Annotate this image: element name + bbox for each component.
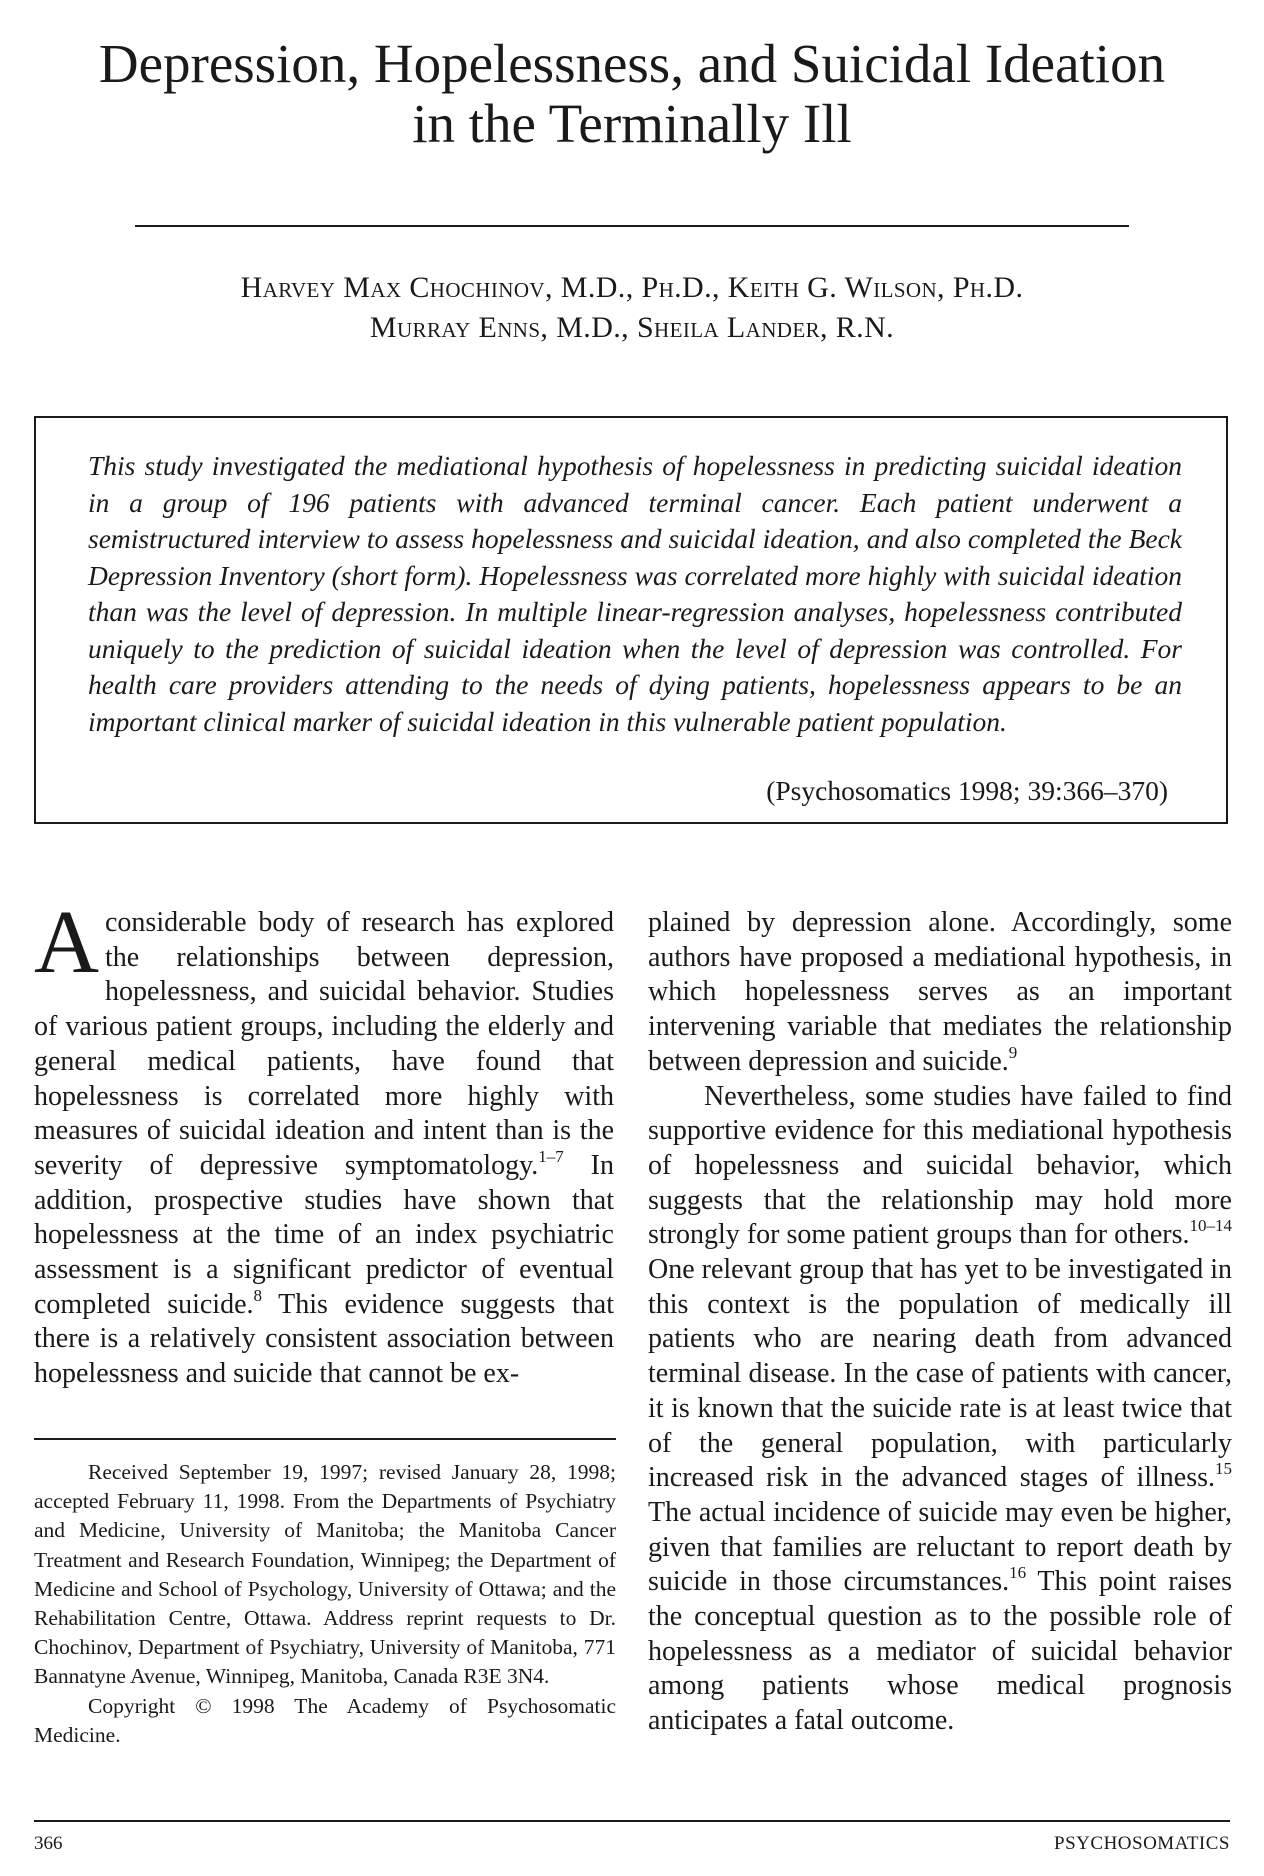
article-footnote <box>34 1458 616 1750</box>
running-journal-name: PSYCHOSOMATICS <box>1054 1833 1230 1854</box>
body-paragraph: A considerable body of research has explored the relationships between depression, hopelessness, and suicidal behavior. Studies of various patient groups, including the elderly and general medical patients, have found that hopelessness is correlated more highly with measures of suicidal ideation and intent than is the severity of depressive symptomatology.$^{1-7}$ In addition, prospective studies have shown that hopelessness at the time of an index psychiatric assessment is a significant predictor of eventual completed suicide.$^8$ This evidence suggests that there is a relatively consistent association between hopelessness and suicide that cannot be ex- <box>34 893 614 1390</box>
article-title-line1: Depression, Hopelessness, and Suicidal Ideation <box>98 33 1166 94</box>
body-column-right <box>648 906 1232 1739</box>
body-paragraph: Nevertheless, some studies have failed to find supportive evidence for this mediational hypothesis of hopelessness and suicidal behavior, which suggests that the relationship may hold more strongly for some patient groups than for others.$^{10-14}$ One relevant group that has yet to be investigated in this context is the population of medically ill patients who are nearing death from advanced terminal disease. In the case of patients with cancer, it is known that the suicide rate is at least twice that of the general population, with particularly increased risk in the advanced stages of illness.$^{15}$ The actual incidence of suicide may even be higher, given that families are reluctant to report death by suicide in those circumstances.$^{16}$ This point raises the conceptual question as to the possible role of hopelessness as a mediator of suicidal behavior among patients whose medical prognosis anticipates a fatal outcome. <box>648 1080 1232 1737</box>
author-line-1: Harvey Max Chochinov, M.D., Ph.D., Keith G. Wilson, Ph.D. <box>240 271 1024 304</box>
drop-cap: A <box>34 893 99 992</box>
reference-superscript: 16 <box>1009 1563 1027 1583</box>
footnote-received: Received September 19, 1997; revised January 28, 1998; accepted February 11, 1998. From the Departments of Psychiatry and Medicine, University of Manitoba; the Manitoba Cancer Treatment and Research Foundation, Winnipeg; the Department of Medicine and School of Psychology, University of Ottawa; and the Rehabilitation Centre, Ottawa. Address reprint requests to Dr. Chochinov, Department of Psychiatry, University of Manitoba, 771 Bannatyne Avenue, Winnipeg, Manitoba, Canada R3E 3N4. <box>34 1460 616 1689</box>
abstract-box <box>34 416 1228 824</box>
reference-superscript: 8 <box>253 1285 263 1305</box>
abstract-text: This study investigated the mediational hypothesis of hopelessness in predicting suicidal ideation in a group of 196 patients with advanced terminal cancer. Each patient underwent a semistructured interview to assess hopelessness and suicidal ideation, and also completed the Beck Depression Inventory (short form). Hopelessness was correlated more highly with suicidal ideation than was the level of depression. In multiple linear-regression analyses, hopelessness contributed uniquely to the prediction of suicidal ideation when the level of depression was controlled. For health care providers attending to the needs of dying patients, hopelessness appears to be an important clinical marker of suicidal ideation in this vulnerable patient population. <box>88 450 1182 737</box>
title-divider <box>135 225 1129 227</box>
reference-superscript: 9 <box>1008 1042 1018 1062</box>
article-title <box>40 34 1224 154</box>
page-number: 366 <box>34 1833 63 1854</box>
author-list <box>40 268 1224 348</box>
reference-superscript: 15 <box>1215 1459 1232 1479</box>
footnote-copyright: Copyright © 1998 The Academy of Psychosomatic Medicine. <box>34 1693 616 1747</box>
reference-superscript: 10–14 <box>1189 1216 1232 1236</box>
footer-divider <box>34 1820 1230 1822</box>
body-paragraph: plained by depression alone. Accordingly, some authors have proposed a mediational hypothesis, in which hopelessness serves as an important intervening variable that mediates the relationship between depression and suicide.$^9$ <box>648 907 1232 1077</box>
article-title-line2: in the Terminally Ill <box>412 93 852 154</box>
author-line-2: Murray Enns, M.D., Sheila Lander, R.N. <box>369 311 895 344</box>
journal-citation: (Psychosomatics 1998; 39:366–370) <box>766 775 1168 806</box>
footnote-divider <box>34 1438 616 1440</box>
reference-superscript: 1–7 <box>538 1146 564 1166</box>
body-column-left <box>34 893 614 1392</box>
